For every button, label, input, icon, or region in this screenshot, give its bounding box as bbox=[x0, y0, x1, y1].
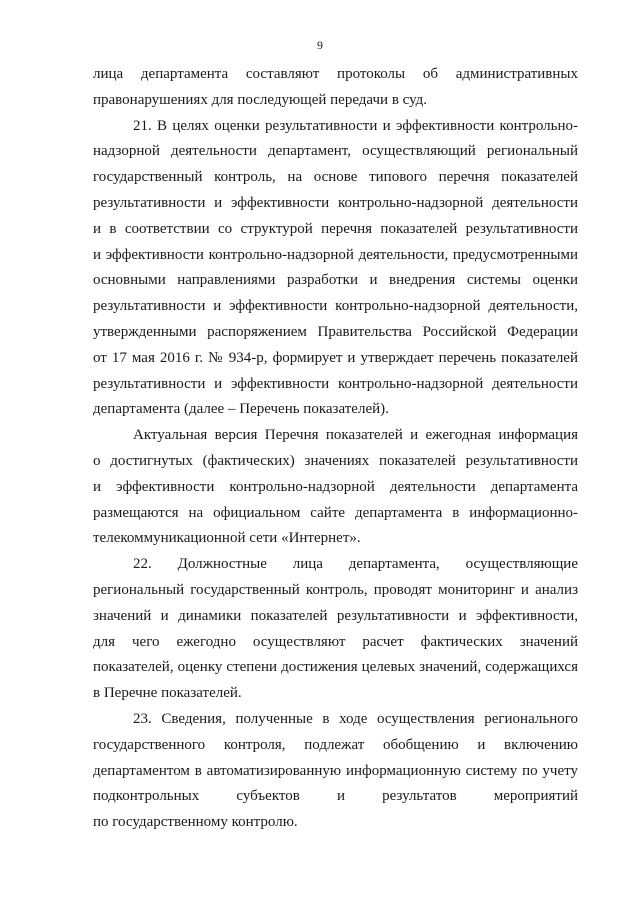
text-line: в Перечне показателей. bbox=[93, 685, 242, 702]
text-line: Актуальная версия Перечня показателей и ежегодная информация bbox=[133, 427, 578, 444]
text-line: государственный контроль, на основе типового перечня показателей bbox=[93, 169, 578, 186]
text-line: и эффективности контрольно-надзорной деятельности департамента bbox=[93, 478, 578, 495]
text-line: результативности и эффективности контрольно-надзорной деятельности, bbox=[93, 298, 578, 315]
text-line: 21. В целях оценки результативности и эффективности контрольно- bbox=[133, 117, 578, 134]
document-body bbox=[93, 62, 578, 836]
text-line: показателей, оценку степени достижения целевых значений, содержащихся bbox=[93, 659, 578, 676]
text-line: результативности и эффективности контрольно-надзорной деятельности bbox=[93, 375, 578, 392]
text-line: для чего ежегодно осуществляют расчет фактических значений bbox=[93, 633, 578, 650]
paragraph-22 bbox=[93, 552, 578, 707]
paragraph-continuation bbox=[93, 62, 578, 114]
text-line: лица департамента составляют протоколы об административных bbox=[93, 66, 578, 82]
text-line: размещаются на официальном сайте департамента в информационно- bbox=[93, 504, 578, 521]
paragraph-21 bbox=[93, 114, 578, 424]
text-line: правонарушениях для последующей передачи в суд. bbox=[93, 91, 428, 108]
text-line: 23. Сведения, полученные в ходе осуществления регионального bbox=[133, 710, 578, 727]
text-line: результативности и эффективности контрольно-надзорной деятельности bbox=[93, 194, 578, 211]
text-line: надзорной деятельности департамент, осуществляющий региональный bbox=[93, 143, 578, 160]
page-number: 9 bbox=[317, 38, 323, 52]
text-line: и эффективности контрольно-надзорной деятельности, предусмотренными bbox=[93, 246, 578, 263]
text-line: 22. Должностные лица департамента, осуществляющие bbox=[133, 556, 578, 573]
text-line: департамента (далее – Перечень показателей). bbox=[93, 401, 389, 418]
text-line: департаментом в автоматизированную информационную систему по учету bbox=[93, 762, 578, 779]
text-line: и в соответствии со структурой перечня показателей результативности bbox=[93, 220, 578, 237]
text-line: основными направлениями разработки и внедрения системы оценки bbox=[93, 272, 578, 289]
text-line: по государственному контролю. bbox=[93, 814, 298, 831]
text-line: утвержденными распоряжением Правительства Российской Федерации bbox=[93, 323, 578, 340]
paragraph-23 bbox=[93, 707, 578, 836]
text-line: значений и динамики показателей результативности и эффективности, bbox=[93, 607, 578, 624]
text-line: подконтрольных субъектов и результатов мероприятий bbox=[93, 788, 578, 805]
text-line: от 17 мая 2016 г. № 934-р, формирует и утверждает перечень показателей bbox=[93, 349, 578, 366]
text-line: телекоммуникационной сети «Интернет». bbox=[93, 530, 361, 547]
text-line: о достигнутых (фактических) значениях показателей результативности bbox=[93, 452, 578, 469]
text-line: региональный государственный контроль, проводят мониторинг и анализ bbox=[93, 581, 578, 598]
paragraph-current-version bbox=[93, 423, 578, 552]
text-line: государственного контроля, подлежат обобщению и включению bbox=[93, 736, 578, 753]
